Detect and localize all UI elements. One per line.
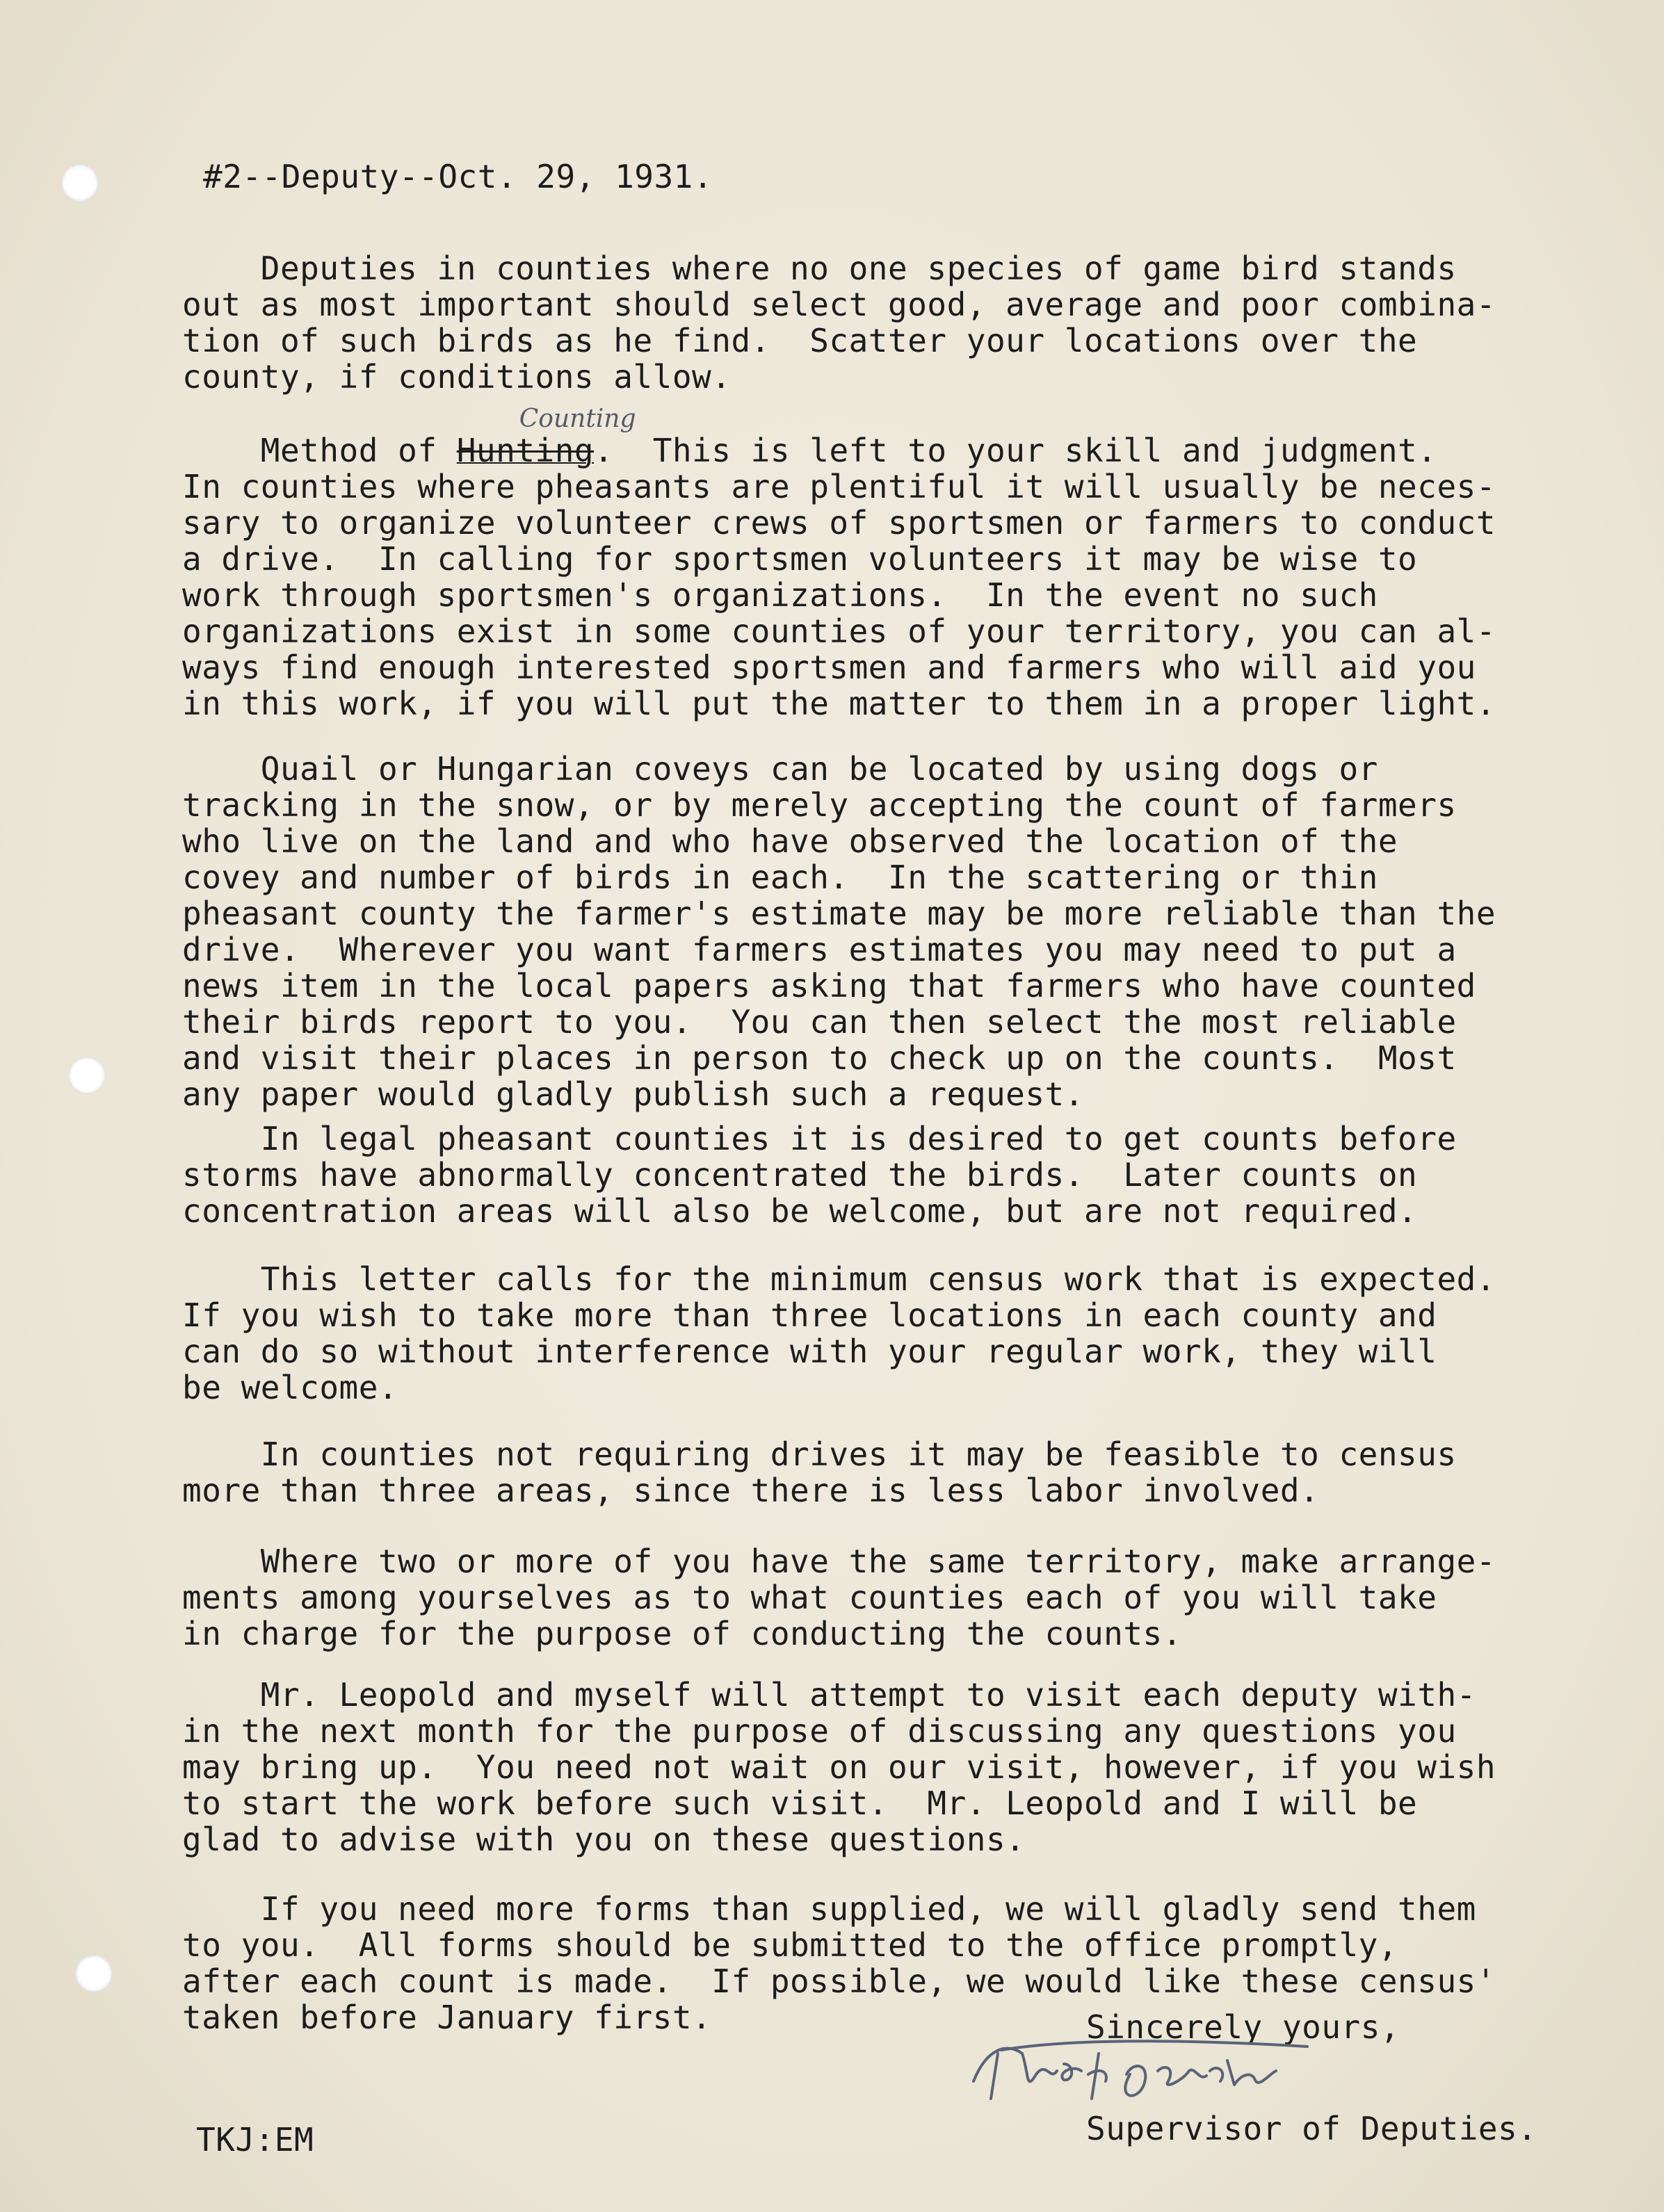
text-line: out as most important should select good, average and poor combina-: [182, 286, 1496, 323]
text-line: taken before January first.: [182, 1999, 712, 2036]
text-line: organizations exist in some counties of your territory, you can al-: [182, 612, 1496, 650]
text-line: and visit their places in person to check up on the counts. Most: [182, 1039, 1457, 1077]
text-line: This letter calls for the minimum census work that is expected.: [182, 1260, 1496, 1298]
text-line: to you. All forms should be submitted to the office promptly,: [182, 1926, 1398, 1964]
text-line: a drive. In calling for sportsmen volunteers it may be wise to: [182, 540, 1418, 578]
paragraph-2-heading-line: [182, 405, 1615, 469]
paragraph-6: [182, 1436, 1615, 1508]
paragraph-7: [182, 1543, 1615, 1652]
text-line: county, if conditions allow.: [182, 358, 732, 396]
text-line: who live on the land and who have observed the location of the: [182, 822, 1398, 860]
heading-rest: . This is left to your skill and judgment.: [594, 432, 1437, 469]
text-line: tion of such birds as he find. Scatter your locations over the: [182, 322, 1418, 359]
text-line: in the next month for the purpose of discussing any questions you: [182, 1712, 1457, 1750]
text-line: concentration areas will also be welcome, but are not required.: [182, 1192, 1418, 1230]
heading-word: [456, 405, 636, 469]
text-line: In counties not requiring drives it may be feasible to census: [182, 1436, 1457, 1473]
text-line: in this work, if you will put the matter to them in a proper light.: [182, 685, 1496, 722]
text-line: glad to advise with you on these questions.: [182, 1821, 1026, 1858]
text-line: Quail or Hungarian coveys can be located by using dogs or: [182, 750, 1378, 788]
handwritten-signature: [960, 2033, 1321, 2109]
text-line: covey and number of birds in each. In the scattering or thin: [182, 859, 1378, 896]
closing-salutation: Sincerely yours,: [1086, 2008, 1400, 2046]
struck-word-text: Hunting: [456, 432, 595, 469]
dateline: #2--Deputy--Oct. 29, 1931.: [203, 158, 713, 195]
text-line: to start the work before such visit. Mr. Leopold and I will be: [182, 1784, 1418, 1822]
paragraph-4: [182, 1121, 1615, 1229]
punch-hole-top: [61, 164, 99, 202]
text-line: drive. Wherever you want farmers estimates you may need to put a: [182, 931, 1457, 968]
text-line: Mr. Leopold and myself will attempt to visit each deputy with-: [182, 1676, 1476, 1714]
text-line: their birds report to you. You can then select the most reliable: [182, 1003, 1457, 1041]
text-line: in charge for the purpose of conducting the counts.: [182, 1615, 1182, 1652]
typist-initials: TKJ:EM: [196, 2121, 314, 2158]
text-line: storms have abnormally concentrated the birds. Later counts on: [182, 1156, 1418, 1194]
text-line: If you need more forms than supplied, we will gladly send them: [182, 1890, 1476, 1928]
punch-hole-middle: [68, 1057, 106, 1094]
text-line: work through sportsmen's organizations. In the event no such: [182, 576, 1378, 614]
paragraph-1: [182, 250, 1615, 395]
text-line: after each count is made. If possible, we would like these census': [182, 1962, 1496, 2000]
text-line: Where two or more of you have the same territory, make arrange-: [182, 1543, 1496, 1580]
paragraph-5: [182, 1261, 1615, 1406]
text-line: In counties where pheasants are plentiful it will usually be neces-: [182, 468, 1496, 505]
punch-hole-bottom: [75, 1955, 113, 1992]
handwritten-insert: Counting: [519, 405, 636, 433]
signer-title: Supervisor of Deputies.: [1086, 2110, 1537, 2147]
text-line: can do so without interference with your regular work, they will: [182, 1333, 1437, 1370]
text-line: any paper would gladly publish such a request.: [182, 1075, 1084, 1113]
text-line: If you wish to take more than three locations in each county and: [182, 1296, 1437, 1334]
text-line: ways find enough interested sportsmen and farmers who will aid you: [182, 649, 1476, 686]
paragraph-8: [182, 1677, 1615, 1857]
struck-word: [456, 405, 636, 469]
text-line: sary to organize volunteer crews of sportsmen or farmers to conduct: [182, 504, 1496, 542]
text-line: more than three areas, since there is less labor involved.: [182, 1472, 1320, 1509]
text-line: news item in the local papers asking that farmers who have counted: [182, 967, 1476, 1005]
text-line: Deputies in counties where no one species of game bird stands: [182, 250, 1457, 287]
paragraph-3: [182, 751, 1615, 1112]
heading-prefix: Method of: [182, 432, 457, 469]
text-line: ments among yourselves as to what counties each of you will take: [182, 1579, 1437, 1616]
paragraph-2: [182, 405, 1615, 722]
text-line: In legal pheasant counties it is desired to get counts before: [182, 1120, 1457, 1157]
text-line: pheasant county the farmer's estimate may be more reliable than the: [182, 895, 1496, 932]
text-line: tracking in the snow, or by merely accepting the count of farmers: [182, 786, 1457, 824]
text-line: may bring up. You need not wait on our visit, however, if you wish: [182, 1748, 1496, 1786]
text-line: be welcome.: [182, 1369, 398, 1406]
